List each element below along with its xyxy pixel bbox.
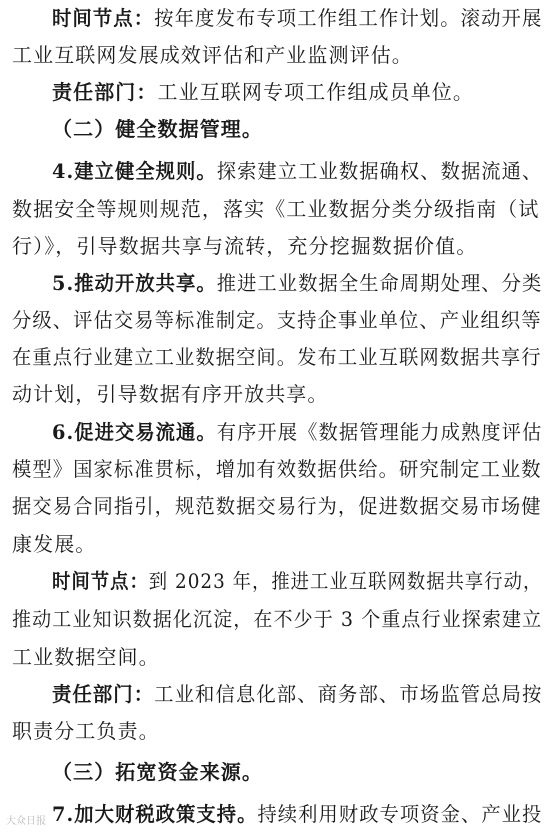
line-label: 时间节点： xyxy=(52,569,149,593)
line-label: 7.加大财税政策支持。 xyxy=(52,802,258,826)
text-line xyxy=(52,269,542,297)
text-line xyxy=(52,78,474,106)
line-label: 6.促进交易流通。 xyxy=(52,420,217,444)
line-text: 模型》国家标准贯标，增加有效数据供给。研究制定工业数 xyxy=(12,457,542,481)
line-label: 5.推动开放共享。 xyxy=(52,271,217,295)
text-line xyxy=(52,800,542,828)
line-label: 4.建立健全规则。 xyxy=(52,159,217,183)
line-text: 工业互联网发展成效评估和产业监测评估。 xyxy=(12,43,413,67)
line-text: 行）》，引导数据共享与流转，充分挖掘数据价值。 xyxy=(12,234,478,258)
watermark-logo: 大众日报 xyxy=(6,816,46,827)
line-text: 到 2023 年，推进工业互联网数据共享行动， xyxy=(148,569,543,593)
line-text: 探索建立工业数据确权、数据流通、 xyxy=(216,159,543,183)
text-line xyxy=(12,306,542,334)
text-line xyxy=(12,343,542,371)
line-text: 据交易合同指引，规范数据交易行为，促进数据交易市场健 xyxy=(12,494,542,518)
line-text: 数据安全等规则规范，落实《工业数据分类分级指南（试 xyxy=(12,197,540,221)
line-text: 康发展。 xyxy=(12,532,97,556)
line-text: 工业数据空间。 xyxy=(12,645,160,669)
line-text: 按年度发布专项工作组工作计划。滚动开展 xyxy=(154,6,543,30)
text-line xyxy=(12,605,542,633)
line-text: 工业互联网专项工作组成员单位。 xyxy=(157,80,474,104)
line-label: （三）拓宽资金来源。 xyxy=(52,760,263,784)
text-line xyxy=(12,643,160,671)
text-line xyxy=(12,530,96,558)
line-text: 持续利用财政专项资金、产业投 xyxy=(257,802,543,826)
text-line xyxy=(12,41,413,69)
text-line xyxy=(52,4,542,32)
line-label: （二）健全数据管理。 xyxy=(52,117,263,141)
text-line xyxy=(12,232,477,260)
line-text: 推进工业数据全生命周期处理、分类 xyxy=(216,271,543,295)
text-line xyxy=(52,157,542,185)
line-label: 时间节点： xyxy=(52,6,155,30)
line-text: 分级、评估交易等标准制定。支持企事业单位、产业组织等 xyxy=(12,308,542,332)
line-label: 责任部门： xyxy=(52,80,158,104)
text-line xyxy=(12,455,542,483)
line-text: 有序开展《数据管理能力成熟度评估 xyxy=(216,420,543,444)
text-line xyxy=(12,492,542,520)
line-label: 责任部门： xyxy=(52,682,155,706)
line-text: 推动工业知识数据化沉淀，在不少于 3 个重点行业探索建立 xyxy=(12,607,543,631)
section-heading xyxy=(52,115,263,143)
section-heading xyxy=(52,758,263,786)
line-text: 动计划，引导数据有序开放共享。 xyxy=(12,382,329,406)
text-line xyxy=(52,680,542,708)
line-text: 工业和信息化部、商务部、市场监管总局按 xyxy=(154,682,543,706)
text-line xyxy=(12,717,160,745)
text-line xyxy=(12,195,540,223)
line-text: 在重点行业建立工业数据空间。发布工业互联网数据共享行 xyxy=(12,345,542,369)
text-line xyxy=(12,380,329,408)
text-line xyxy=(52,418,542,446)
text-line xyxy=(52,567,542,595)
line-text: 职责分工负责。 xyxy=(12,719,160,743)
